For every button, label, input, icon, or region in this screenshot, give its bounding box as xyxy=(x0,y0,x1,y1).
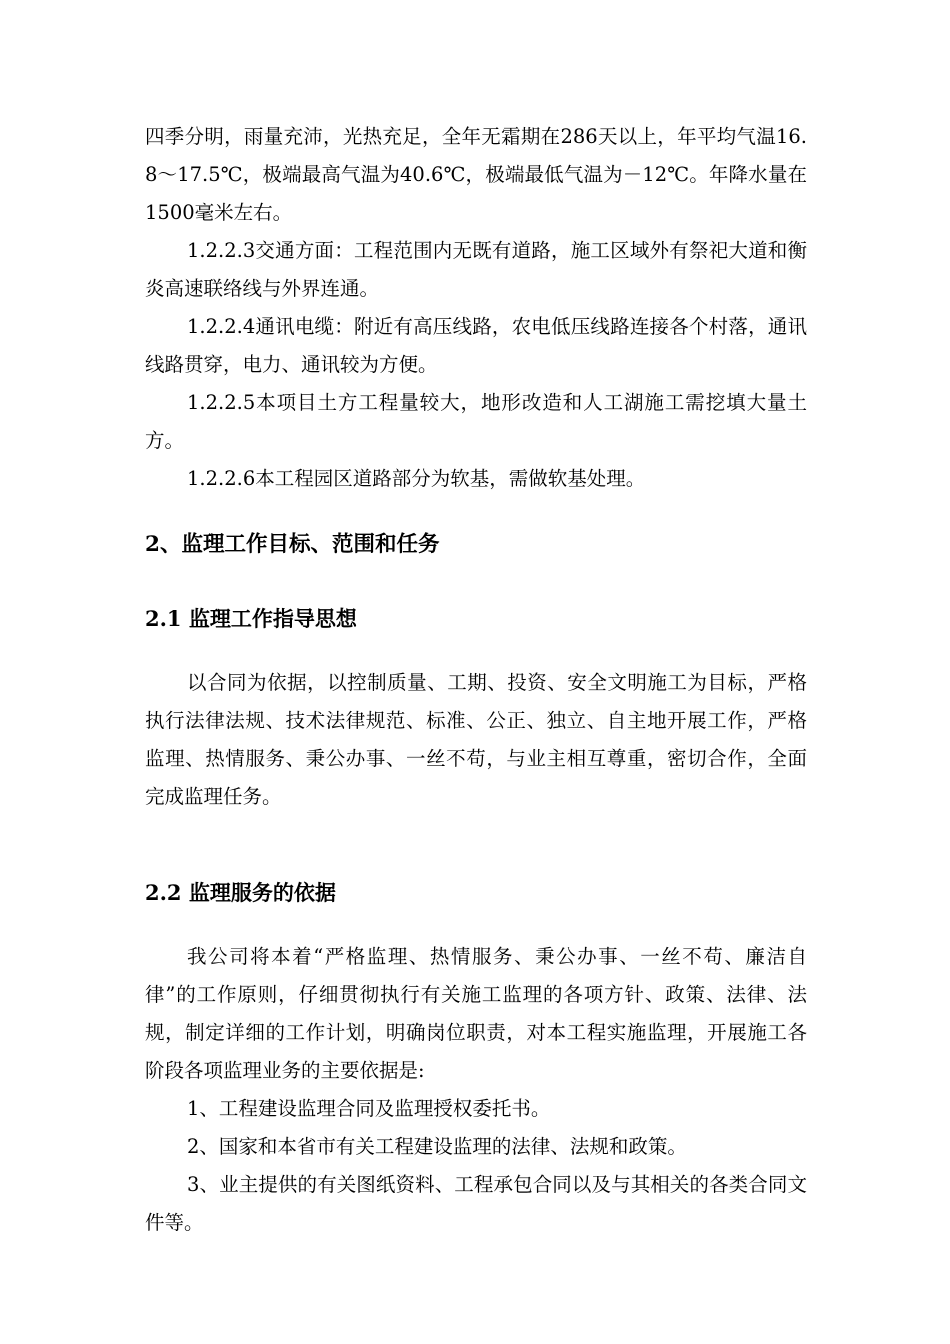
earthwork-paragraph: 1.2.2.5本项目土方工程量较大，地形改造和人工湖施工需挖填大量土方。 xyxy=(145,391,807,452)
section-2-2-heading: 2.2 监理服务的依据 xyxy=(145,880,336,905)
traffic-paragraph: 1.2.2.3交通方面：工程范围内无既有道路，施工区域外有祭祀大道和衡炎高速联络线与外界连通。 xyxy=(145,239,807,300)
telecom-paragraph: 1.2.2.4通讯电缆：附近有高压线路，农电低压线路连接各个村落，通讯线路贯穿，电力、通讯较为方便。 xyxy=(145,315,807,376)
basis-item-3: 3、业主提供的有关图纸资料、工程承包合同以及与其相关的各类合同文件等。 xyxy=(145,1173,807,1234)
guiding-principle-paragraph: 以合同为依据，以控制质量、工期、投资、安全文明施工为目标，严格执行法律法规、技术法律规范、标准、公正、独立、自主地开展工作，严格监理、热情服务、秉公办事、一丝不苟，与业主相互尊重，密切合作，全面完成监理任务。 xyxy=(145,671,807,808)
document-page xyxy=(145,118,807,1242)
climate-paragraph: 四季分明，雨量充沛，光热充足，全年无霜期在286天以上，年平均气温16.8～17.5℃，极端最高气温为40.6℃，极端最低气温为－12℃。年降水量在1500毫米左右。 xyxy=(145,125,807,224)
basis-item-2: 2、国家和本省市有关工程建设监理的法律、法规和政策。 xyxy=(187,1135,687,1158)
basis-intro-paragraph: 我公司将本着“严格监理、热情服务、秉公办事、一丝不苟、廉洁自律”的工作原则，仔细贯彻执行有关施工监理的各项方针、政策、法律、法规，制定详细的工作计划，明确岗位职责，对本工程实施监理，开展施工各阶段各项监理业务的主要依据是: xyxy=(145,945,807,1082)
basis-item-1: 1、工程建设监理合同及监理授权委托书。 xyxy=(187,1097,551,1120)
section-2-1-heading: 2.1 监理工作指导思想 xyxy=(145,606,357,631)
section-2-heading: 2、监理工作目标、范围和任务 xyxy=(145,532,440,557)
soft-foundation-paragraph: 1.2.2.6本工程园区道路部分为软基，需做软基处理。 xyxy=(187,467,646,490)
